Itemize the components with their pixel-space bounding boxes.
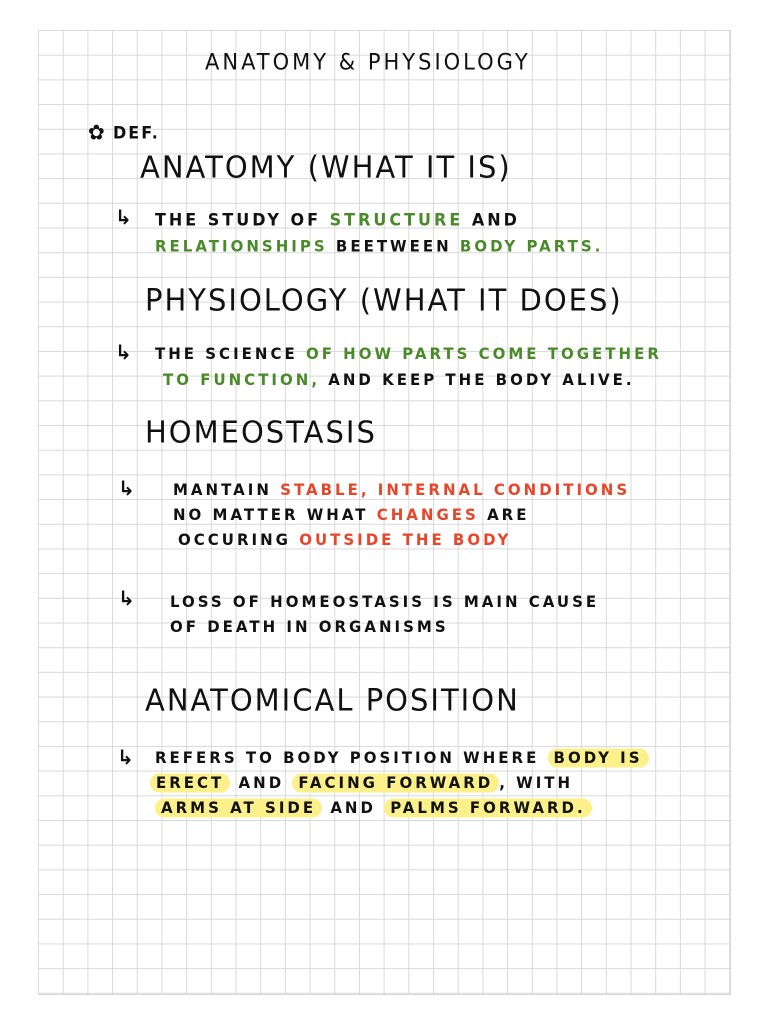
highlighted-text: BODY IS xyxy=(548,749,649,768)
anatomical-position-line-1 xyxy=(155,749,649,768)
text-segment-red: CHANGES xyxy=(376,505,479,525)
text-segment-red: STABLE, INTERNAL CONDITIONS xyxy=(280,480,631,500)
highlighted-text: ERECT xyxy=(150,774,230,793)
homeostasis-p1-line-1 xyxy=(173,481,630,500)
text-segment-green: STRUCTURE xyxy=(329,209,464,230)
text-segment: AND xyxy=(238,773,285,793)
highlighted-text: ARMS AT SIDE xyxy=(155,799,322,818)
anatomical-position-line-3 xyxy=(155,799,592,818)
text-segment: AND xyxy=(471,209,520,230)
anatomical-position-heading: ANATOMICAL POSITION xyxy=(145,682,520,718)
text-segment: NO MATTER WHAT xyxy=(173,505,369,525)
text-segment-red: OUTSIDE THE BODY xyxy=(299,530,512,550)
anatomy-line-2 xyxy=(155,237,603,256)
homeostasis-p1-line-3 xyxy=(178,531,511,550)
page-title: ANATOMY & PHYSIOLOGY xyxy=(205,49,531,75)
text-segment: , WITH xyxy=(499,773,574,793)
def-label: DEF. xyxy=(113,122,160,143)
text-segment-green: OF HOW PARTS COME TOGETHER xyxy=(305,344,662,364)
anatomical-position-line-2 xyxy=(150,774,573,793)
physiology-line-2 xyxy=(163,371,635,390)
physiology-line-1 xyxy=(155,345,662,364)
highlighted-text: FACING FORWARD xyxy=(292,774,499,793)
text-segment: AND KEEP THE BODY ALIVE. xyxy=(328,370,635,390)
homeostasis-p2-line-2: OF DEATH IN ORGANISMS xyxy=(170,617,449,637)
anatomy-line-1 xyxy=(155,210,520,230)
homeostasis-p1-line-2 xyxy=(173,506,529,525)
text-segment-green: RELATIONSHIPS xyxy=(155,236,328,256)
anatomy-heading: ANATOMY (WHAT IT IS) xyxy=(140,149,512,185)
arrow-icon: ↳ xyxy=(117,745,134,769)
arrow-icon: ↳ xyxy=(115,205,132,229)
text-segment: REFERS TO BODY POSITION WHERE xyxy=(155,748,540,768)
highlighted-text: PALMS FORWARD. xyxy=(384,799,591,818)
text-segment: OCCURING xyxy=(178,530,291,550)
text-segment-green: TO FUNCTION, xyxy=(163,370,321,390)
physiology-heading: PHYSIOLOGY (WHAT IT DOES) xyxy=(145,282,623,318)
arrow-icon: ↳ xyxy=(118,476,135,500)
text-segment: AND xyxy=(330,798,376,818)
text-segment: THE STUDY OF xyxy=(155,209,322,230)
arrow-icon: ↳ xyxy=(115,340,132,364)
arrow-icon: ↳ xyxy=(118,586,135,610)
text-segment: THE SCIENCE xyxy=(155,344,298,364)
homeostasis-heading: HOMEOSTASIS xyxy=(145,414,377,450)
star-icon: ✿ xyxy=(88,119,107,145)
text-segment: MANTAIN xyxy=(173,480,272,500)
text-segment-green: BODY PARTS. xyxy=(459,236,604,256)
text-segment: BEETWEEN xyxy=(335,236,452,256)
text-segment: ARE xyxy=(487,505,530,525)
homeostasis-p2-line-1: LOSS OF HOMEOSTASIS IS MAIN CAUSE xyxy=(170,592,600,612)
